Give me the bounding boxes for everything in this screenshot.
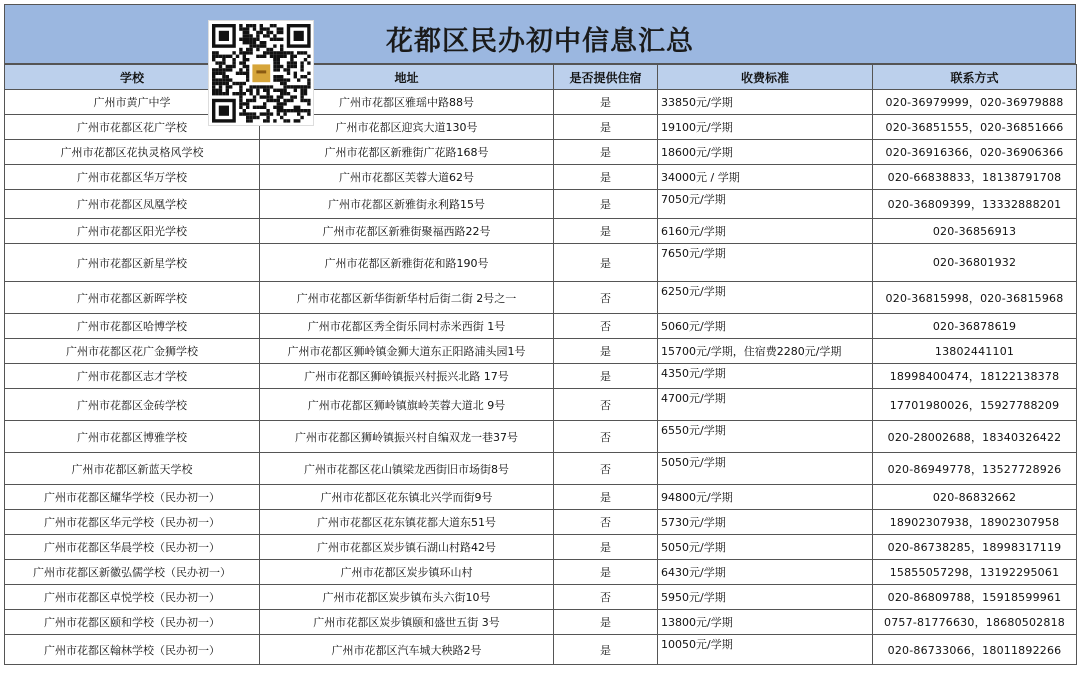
- boarding-cell: 是: [554, 190, 658, 219]
- table-row: [5, 585, 1077, 610]
- boarding-cell: 是: [554, 90, 658, 115]
- school-info-table: [4, 64, 1077, 665]
- boarding-cell: 是: [554, 364, 658, 389]
- contact-cell: 020-86949778，13527728926: [873, 453, 1077, 485]
- fee-cell: 6160元/学期: [658, 219, 873, 244]
- school-cell: 广州市花都区耀华学校（民办初一）: [5, 485, 260, 510]
- address-cell: 广州市花都区汽车城大秧路2号: [260, 635, 554, 665]
- school-cell: 广州市花都区哈博学校: [5, 314, 260, 339]
- table-row: [5, 485, 1077, 510]
- fee-cell: 18600元/学期: [658, 140, 873, 165]
- contact-cell: 020-36801932: [873, 244, 1077, 282]
- school-cell: 广州市花都区新蓝天学校: [5, 453, 260, 485]
- column-header-contact: 联系方式: [873, 65, 1077, 90]
- fee-cell: 19100元/学期: [658, 115, 873, 140]
- contact-cell: 020-36851555，020-36851666: [873, 115, 1077, 140]
- contact-cell: 020-66838833，18138791708: [873, 165, 1077, 190]
- address-cell: 广州市花都区新雅街广花路168号: [260, 140, 554, 165]
- fee-cell: 13800元/学期: [658, 610, 873, 635]
- school-cell: 广州市花都区新星学校: [5, 244, 260, 282]
- address-cell: 广州市花都区芙蓉大道62号: [260, 165, 554, 190]
- boarding-cell: 是: [554, 535, 658, 560]
- address-cell: 广州市花都区狮岭镇振兴村自编双龙一巷37号: [260, 421, 554, 453]
- address-cell: 广州市花都区狮岭镇金狮大道东正阳路浦头园1号: [260, 339, 554, 364]
- school-cell: 广州市花都区新晖学校: [5, 282, 260, 314]
- boarding-cell: 否: [554, 421, 658, 453]
- table-row: [5, 510, 1077, 535]
- table-row: [5, 389, 1077, 421]
- boarding-cell: 否: [554, 389, 658, 421]
- fee-cell: 5730元/学期: [658, 510, 873, 535]
- boarding-cell: 是: [554, 339, 658, 364]
- school-cell: 广州市花都区志才学校: [5, 364, 260, 389]
- contact-cell: 0757-81776630，18680502818: [873, 610, 1077, 635]
- school-cell: 广州市花都区颐和学校（民办初一）: [5, 610, 260, 635]
- address-cell: 广州市花都区新华街新华村后街二街 2号之一: [260, 282, 554, 314]
- table-row: [5, 219, 1077, 244]
- school-cell: 广州市花都区新徽弘儒学校（民办初一）: [5, 560, 260, 585]
- address-cell: 广州市花都区新雅街花和路190号: [260, 244, 554, 282]
- contact-cell: 13802441101: [873, 339, 1077, 364]
- qr-code-icon: [208, 20, 314, 126]
- table-header-row: [5, 65, 1077, 90]
- contact-cell: 020-36916366，020-36906366: [873, 140, 1077, 165]
- contact-cell: 020-36979999，020-36979888: [873, 90, 1077, 115]
- table-row: [5, 535, 1077, 560]
- school-cell: 广州市花都区阳光学校: [5, 219, 260, 244]
- boarding-cell: 是: [554, 635, 658, 665]
- address-cell: 广州市花都区花东镇北兴学而街9号: [260, 485, 554, 510]
- contact-cell: 020-28002688，18340326422: [873, 421, 1077, 453]
- school-cell: 广州市花都区花广学校: [5, 115, 260, 140]
- school-cell: 广州市黄广中学: [5, 90, 260, 115]
- address-cell: 广州市花都区花东镇花都大道东51号: [260, 510, 554, 535]
- contact-cell: 15855057298，13192295061: [873, 560, 1077, 585]
- table-row: [5, 610, 1077, 635]
- fee-cell: 5060元/学期: [658, 314, 873, 339]
- fee-cell: 34000元 / 学期: [658, 165, 873, 190]
- boarding-cell: 否: [554, 510, 658, 535]
- address-cell: 广州市花都区狮岭镇振兴村振兴北路 17号: [260, 364, 554, 389]
- fee-cell: 6430元/学期: [658, 560, 873, 585]
- fee-cell: 7650元/学期: [658, 244, 873, 282]
- table-row: [5, 314, 1077, 339]
- table-body: [5, 90, 1077, 665]
- school-cell: 广州市花都区华万学校: [5, 165, 260, 190]
- contact-cell: 020-86809788，15918599961: [873, 585, 1077, 610]
- contact-cell: 020-36815998，020-36815968: [873, 282, 1077, 314]
- table-row: [5, 560, 1077, 585]
- table-row: [5, 115, 1077, 140]
- fee-cell: 6250元/学期: [658, 282, 873, 314]
- column-header-boarding: 是否提供住宿: [554, 65, 658, 90]
- table-row: [5, 364, 1077, 389]
- boarding-cell: 否: [554, 282, 658, 314]
- school-cell: 广州市花都区博雅学校: [5, 421, 260, 453]
- contact-cell: 020-36856913: [873, 219, 1077, 244]
- table-row: [5, 90, 1077, 115]
- contact-cell: 18902307938，18902307958: [873, 510, 1077, 535]
- contact-cell: 18998400474，18122138378: [873, 364, 1077, 389]
- boarding-cell: 否: [554, 453, 658, 485]
- fee-cell: 6550元/学期: [658, 421, 873, 453]
- contact-cell: 17701980026，15927788209: [873, 389, 1077, 421]
- address-cell: 广州市花都区炭步镇布头六街10号: [260, 585, 554, 610]
- school-cell: 广州市花都区花广金狮学校: [5, 339, 260, 364]
- school-cell: 广州市花都区花执灵格风学校: [5, 140, 260, 165]
- fee-cell: 15700元/学期，住宿费2280元/学期: [658, 339, 873, 364]
- table-row: [5, 282, 1077, 314]
- table-row: [5, 635, 1077, 665]
- table-row: [5, 421, 1077, 453]
- address-cell: 广州市花都区雅瑶中路88号: [260, 90, 554, 115]
- boarding-cell: 是: [554, 219, 658, 244]
- school-cell: 广州市花都区凤凰学校: [5, 190, 260, 219]
- fee-cell: 7050元/学期: [658, 190, 873, 219]
- table-row: [5, 190, 1077, 219]
- column-header-fee: 收费标准: [658, 65, 873, 90]
- table-row: [5, 339, 1077, 364]
- address-cell: 广州市花都区新雅街聚福西路22号: [260, 219, 554, 244]
- boarding-cell: 是: [554, 140, 658, 165]
- boarding-cell: 是: [554, 560, 658, 585]
- table-row: [5, 165, 1077, 190]
- address-cell: 广州市花都区秀全街乐同村赤米西街 1号: [260, 314, 554, 339]
- column-header-school: 学校: [5, 65, 260, 90]
- boarding-cell: 是: [554, 485, 658, 510]
- address-cell: 广州市花都区炭步镇石湖山村路42号: [260, 535, 554, 560]
- school-cell: 广州市花都区翰林学校（民办初一）: [5, 635, 260, 665]
- boarding-cell: 是: [554, 115, 658, 140]
- fee-cell: 5050元/学期: [658, 453, 873, 485]
- fee-cell: 5950元/学期: [658, 585, 873, 610]
- address-cell: 广州市花都区迎宾大道130号: [260, 115, 554, 140]
- fee-cell: 4700元/学期: [658, 389, 873, 421]
- contact-cell: 020-36878619: [873, 314, 1077, 339]
- boarding-cell: 是: [554, 165, 658, 190]
- boarding-cell: 否: [554, 585, 658, 610]
- contact-cell: 020-86832662: [873, 485, 1077, 510]
- page-title: 花都区民办初中信息汇总: [386, 26, 694, 57]
- boarding-cell: 是: [554, 610, 658, 635]
- table-row: [5, 140, 1077, 165]
- address-cell: 广州市花都区花山镇梁龙西街旧市场街8号: [260, 453, 554, 485]
- contact-cell: 020-36809399，13332888201: [873, 190, 1077, 219]
- address-cell: 广州市花都区狮岭镇旗岭芙蓉大道北 9号: [260, 389, 554, 421]
- fee-cell: 94800元/学期: [658, 485, 873, 510]
- column-header-address: 地址: [260, 65, 554, 90]
- boarding-cell: 是: [554, 244, 658, 282]
- title-bar: [4, 4, 1076, 64]
- address-cell: 广州市花都区炭步镇颐和盛世五街 3号: [260, 610, 554, 635]
- fee-cell: 33850元/学期: [658, 90, 873, 115]
- fee-cell: 4350元/学期: [658, 364, 873, 389]
- boarding-cell: 否: [554, 314, 658, 339]
- school-cell: 广州市花都区金砖学校: [5, 389, 260, 421]
- table-row: [5, 244, 1077, 282]
- address-cell: 广州市花都区炭步镇环山村: [260, 560, 554, 585]
- fee-cell: 10050元/学期: [658, 635, 873, 665]
- school-cell: 广州市花都区卓悦学校（民办初一）: [5, 585, 260, 610]
- table-row: [5, 453, 1077, 485]
- fee-cell: 5050元/学期: [658, 535, 873, 560]
- school-cell: 广州市花都区华元学校（民办初一）: [5, 510, 260, 535]
- school-cell: 广州市花都区华晨学校（民办初一）: [5, 535, 260, 560]
- contact-cell: 020-86733066，18011892266: [873, 635, 1077, 665]
- contact-cell: 020-86738285，18998317119: [873, 535, 1077, 560]
- address-cell: 广州市花都区新雅街永利路15号: [260, 190, 554, 219]
